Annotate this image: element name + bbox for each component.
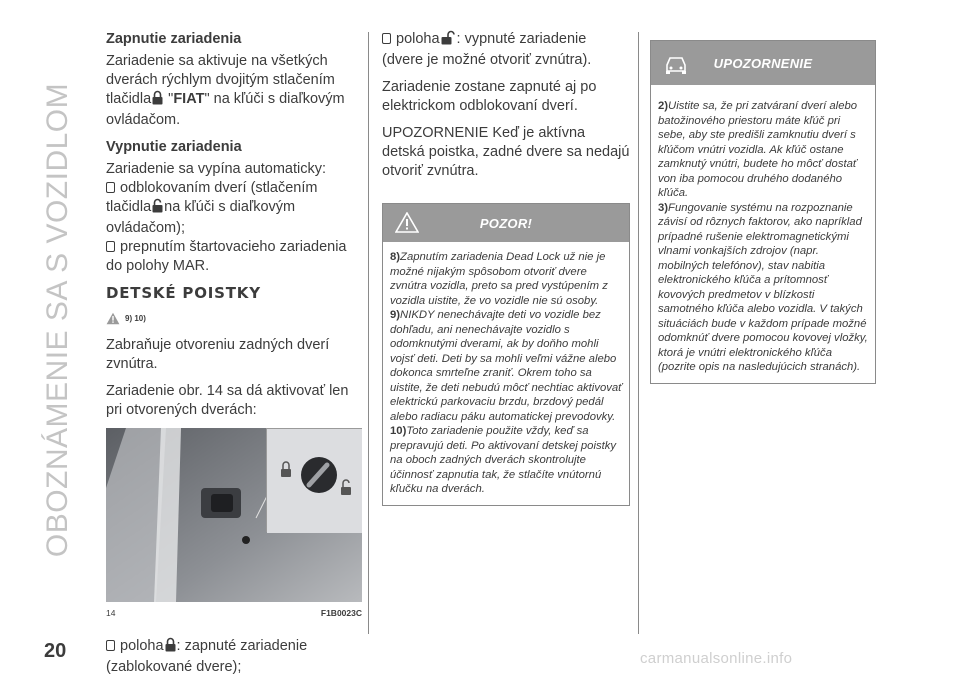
warning-item (390, 308, 624, 424)
bullet-icon (106, 640, 115, 651)
list-item (106, 179, 356, 238)
figure-caption (106, 604, 362, 623)
warning-text: Toto zariadenie použite vždy, keď sa prepravujú deti. Po aktivovaní detskej poistky na oboch zadných dverách skontrolujte účinnosť zapnutia tak, že stlačíte vnútornú kľučku na dverách. (390, 425, 617, 495)
bullet-icon (106, 241, 115, 252)
column-3 (650, 40, 876, 384)
lock-open-icon (152, 198, 163, 219)
text: prepnutím štartovacieho zariadenia do polohy MAR. (106, 239, 347, 274)
note-item (658, 99, 870, 201)
fiat-button-label: FIAT (173, 91, 205, 107)
child-lock-switch-illustration (267, 429, 362, 533)
lock-closed-icon (165, 637, 176, 658)
text: na kľúči s diaľkovým ovládačom); (106, 199, 296, 236)
bullet-icon (106, 182, 115, 193)
warning-body (383, 242, 629, 505)
note-text: Fungovanie systému na rozpoznanie závisí od rôznych faktorov, ako napríklad prípadné rušenie elektromagnetickými vlnami vonkajších zdrojov (napr. mobilných telefónov), stav nabitia elektronického kľúča a prítomnosť kovových predmetov v blízkosti samotného kľúča alebo vozidla. V takých situáciách bude v každom prípade možné odomknúť dvere pomocou kovovej vložky, ktorá je vnútri elektronického kľúča (pozrite opis na nasledujúcich stranách). (658, 201, 868, 373)
paragraph-remains-active: Zariadenie zostane zapnuté aj po elektrickom odblokovaní dverí. (382, 79, 597, 114)
car-warning-icon (663, 51, 689, 75)
warning-triangle-icon (106, 312, 120, 325)
paragraph-enable (106, 52, 356, 130)
note-box (650, 40, 876, 384)
column-1 (106, 30, 362, 677)
heading-disable: Vypnutie zariadenia (106, 139, 242, 155)
note-body (651, 85, 875, 383)
heading-enable: Zapnutie zariadenia (106, 31, 242, 47)
text: " na kľúči s diaľkovým ovládačom. (106, 91, 345, 128)
warning-number: 9) (390, 309, 401, 321)
list-item (106, 238, 356, 276)
note-text: Uistite sa, že pri zatváraní dverí alebo batožinového priestoru máte kľúč pri sebe, aby ste predišli zamknutiu dverí s kľúčom vnútri vozidla. Ak kľúč ostane zamknutý vnútri, budete ho môcť dostať von iba pomocou druhého dodaného kľúča. (658, 100, 858, 199)
warning-number: 8) (390, 251, 401, 263)
lock-open-icon (441, 30, 456, 51)
warning-title: POZOR! (479, 215, 533, 231)
text: poloha (120, 638, 164, 654)
footer-watermark: carmanualsonline.info (640, 650, 793, 667)
warning-header (383, 204, 629, 242)
list-item (106, 637, 356, 677)
warning-references (106, 309, 356, 328)
side-chapter-title-text: OBOZNÁMENIE SA S VOZIDLOM (41, 82, 74, 558)
warning-item (390, 250, 624, 308)
paragraph-child-lock-figure: Zariadenie obr. 14 sa dá aktivovať len pri otvorených dverách: (106, 383, 349, 418)
text: Zariadenie sa aktivuje na všetkých dverách rýchlym dvojitým stlačením tlačidla (106, 53, 335, 107)
column-divider (638, 32, 639, 634)
warning-item (390, 424, 624, 497)
note-number: 3) (658, 201, 669, 214)
figure-door-child-lock (106, 428, 362, 602)
text: : vypnuté zariadenie (dvere je možné otvoriť zvnútra). (382, 31, 592, 68)
note-number: 2) (658, 100, 669, 112)
text: : zapnuté zariadenie (zablokované dvere); (106, 638, 308, 675)
note-title: UPOZORNENIE (713, 55, 813, 71)
figure-number: 14 (106, 608, 116, 618)
section-title-child-locks: DETSKÉ POISTKY (106, 284, 261, 302)
note-item (658, 201, 870, 375)
lock-closed-icon (152, 90, 163, 111)
figure-inset-detail (266, 428, 362, 532)
paragraph-child-lock: Zabraňuje otvoreniu zadných dverí zvnútra. (106, 337, 330, 372)
warning-box (382, 203, 630, 506)
side-chapter-title (28, 30, 88, 610)
note-header (651, 41, 875, 85)
column-divider (368, 32, 369, 634)
warning-text: NIKDY nenechávajte deti vo vozidle bez dohľadu, ani nenechávajte vozidlo s odomknutými dverami, ak by doňho mohli vojsť deti. Deti by sa mohli veľmi vážne alebo dokonca smrteľne zraniť. Okrem toho sa uistite, že deti nebudú môcť nechtiac aktivovať elektrickú parkovaciu brzdu, brzdový pedál alebo radiacu páku automatickej prevodovky. (390, 309, 623, 423)
figure-code: F1B0023C (320, 608, 362, 618)
warning-text: Zapnutím zariadenia Dead Lock už nie je možné nijakým spôsobom otvoriť dvere zvnútra vozidla, preto sa pred vystúpením z vozidla uistite, že vo vozidle nie sú osoby. (390, 251, 608, 307)
text: " (164, 91, 174, 107)
page-number: 20 (44, 640, 67, 662)
text: poloha (396, 31, 440, 47)
column-2 (382, 30, 630, 506)
warning-triangle-icon (395, 212, 419, 233)
bullet-icon (382, 33, 391, 44)
warning-number: 10) (390, 425, 407, 437)
paragraph-note: UPOZORNENIE Keď je aktívna detská poistka, zadné dvere sa nedajú otvoriť zvnútra. (382, 125, 630, 179)
paragraph-disable: Zariadenie sa vypína automaticky: (106, 161, 327, 177)
reference-numbers: 9) 10) (125, 314, 146, 323)
list-item (382, 30, 630, 70)
text: odblokovaním dverí (stlačením tlačidla (106, 180, 318, 215)
